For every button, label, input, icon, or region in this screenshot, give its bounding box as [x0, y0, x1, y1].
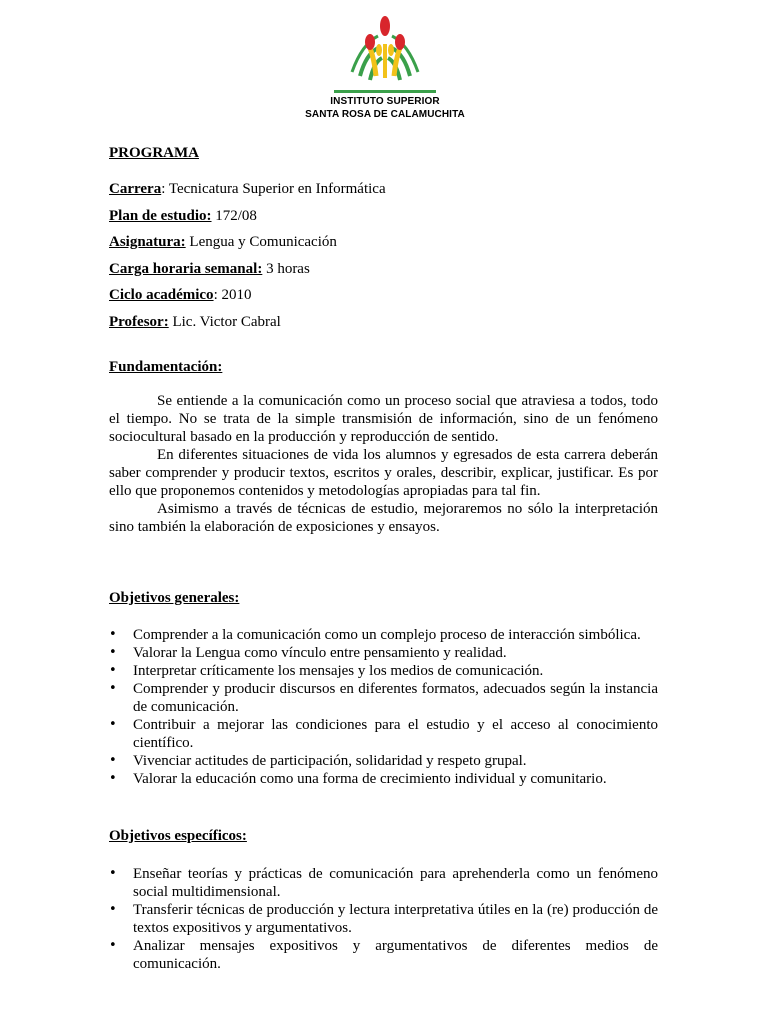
list-item: • Analizar mensajes expositivos y argumentativos de diferentes medios de comunicación. [109, 937, 658, 973]
paragraph: En diferentes situaciones de vida los alumnos y egresados de esta carrera deberán saber comprender y producir textos, escritos y orales, describir, explicar, justificar. Es por ello que proponemos contenidos y metodologías apropiadas para tal fin. [109, 447, 658, 499]
field-value: Lic. Victor Cabral [172, 314, 281, 330]
section-heading-objetivos-especificos: Objetivos específicos: [109, 828, 247, 844]
list-item: • Contribuir a mejorar las condiciones para el estudio y el acceso al conocimiento científico. [109, 716, 658, 752]
institute-name-line2: SANTA ROSA DE CALAMUCHITA [305, 109, 465, 120]
field-value: 172/08 [215, 208, 257, 224]
fundamentacion-body [109, 392, 658, 536]
field-label: Profesor: [109, 314, 169, 330]
field-label: Plan de estudio: [109, 208, 212, 224]
field-asignatura [109, 234, 337, 251]
field-value: 2010 [221, 287, 252, 303]
section-heading-fundamentacion: Fundamentación: [109, 359, 223, 375]
field-plan-de-estudio [109, 208, 257, 225]
list-item: • Comprender y producir discursos en diferentes formatos, adecuados según la instancia de comunicación. [109, 680, 658, 716]
field-label: Carga horaria semanal: [109, 261, 263, 277]
objetivos-especificos-list [109, 865, 658, 973]
field-profesor [109, 314, 281, 331]
objetivos-generales-list [109, 626, 658, 788]
field-value: Lengua y Comunicación [189, 234, 337, 250]
logo-flame-icon [300, 14, 470, 104]
field-carga-horaria [109, 261, 310, 278]
list-item: • Enseñar teorías y prácticas de comunicación para aprehenderla como un fenómeno social multidimensional. [109, 865, 658, 901]
field-value: 3 horas [266, 261, 310, 277]
section-heading-objetivos-generales: Objetivos generales: [109, 590, 240, 606]
field-carrera: Carrera: Tecnicatura Superior en Informática [109, 181, 386, 197]
document-title: PROGRAMA [109, 145, 199, 161]
field-label: Ciclo académico [109, 287, 214, 303]
list-item: • Comprender a la comunicación como un complejo proceso de interacción simbólica. [109, 626, 658, 644]
institute-name-line1: INSTITUTO SUPERIOR [330, 96, 440, 107]
field-ciclo-academico: Ciclo académico: 2010 [109, 287, 252, 303]
list-item: • Valorar la Lengua como vínculo entre pensamiento y realidad. [109, 644, 658, 662]
list-item: • Vivenciar actitudes de participación, solidaridad y respeto grupal. [109, 752, 658, 770]
field-value: Tecnicatura Superior en Informática [168, 181, 386, 197]
paragraph: Se entiende a la comunicación como un proceso social que atraviesa a todos, todo el tiempo. No se trata de la simple transmisión de información, sino de un fenómeno sociocultural basado en la producción y reproducción de sentido. [109, 393, 658, 445]
field-label: Asignatura: [109, 234, 186, 250]
list-item: • Interpretar críticamente los mensajes y los medios de comunicación. [109, 662, 658, 680]
field-label: Carrera [109, 181, 162, 197]
paragraph: Asimismo a través de técnicas de estudio, mejoraremos no sólo la interpretación sino también la elaboración de exposiciones y ensayos. [109, 501, 658, 535]
list-item: • Transferir técnicas de producción y lectura interpretativa útiles en la (re) producción de textos expositivos y argumentativos. [109, 901, 658, 937]
list-item: • Valorar la educación como una forma de crecimiento individual y comunitario. [109, 770, 658, 788]
